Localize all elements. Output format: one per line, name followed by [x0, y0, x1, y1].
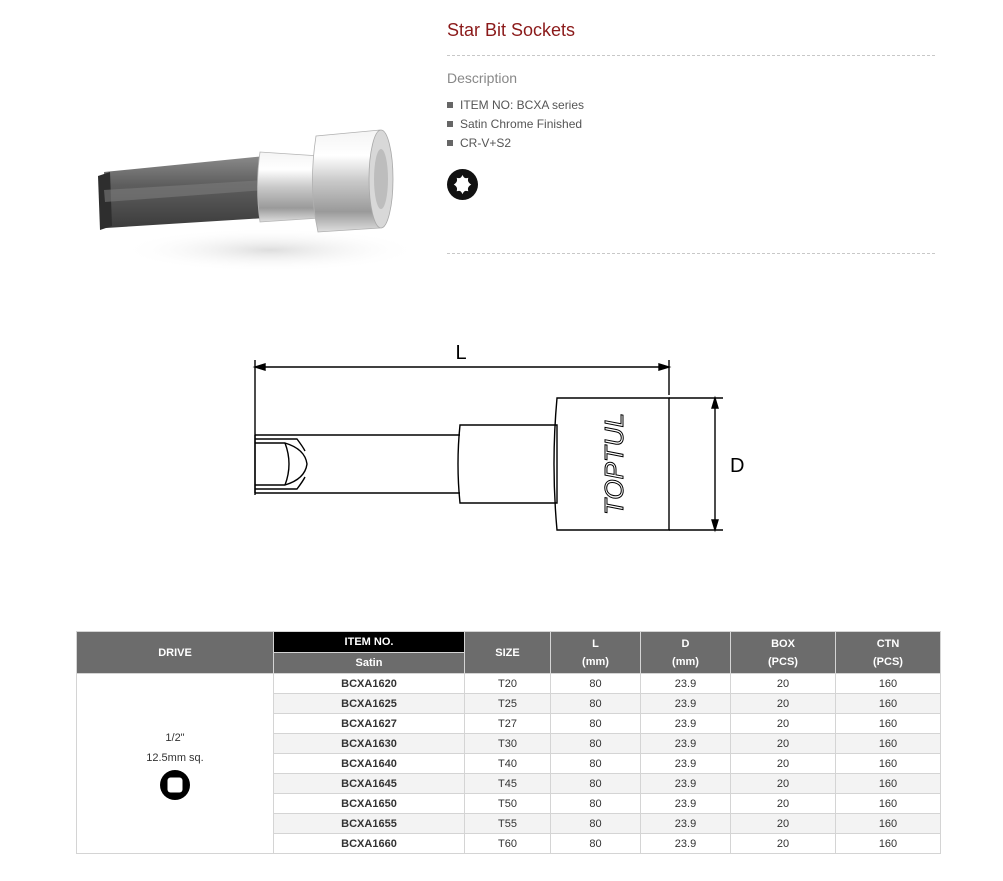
- item-number: BCXA1655: [274, 814, 465, 834]
- header-item-no: ITEM NO.: [274, 632, 465, 653]
- torx-star-icon: [447, 169, 478, 200]
- item-number: BCXA1630: [274, 734, 465, 754]
- header-drive: DRIVE: [77, 632, 274, 674]
- item-number: BCXA1660: [274, 834, 465, 854]
- diameter-value: 23.9: [641, 774, 731, 794]
- description-heading: Description: [447, 70, 518, 86]
- dimension-label-d: D: [730, 455, 745, 477]
- ctn-value: 160: [836, 834, 941, 854]
- length-value: 80: [551, 794, 641, 814]
- diameter-value: 23.9: [641, 754, 731, 774]
- box-value: 20: [731, 714, 836, 734]
- ctn-value: 160: [836, 734, 941, 754]
- size-value: T27: [465, 714, 551, 734]
- diameter-value: 23.9: [641, 674, 731, 694]
- ctn-value: 160: [836, 774, 941, 794]
- box-value: 20: [731, 794, 836, 814]
- ctn-value: 160: [836, 714, 941, 734]
- header-d: D (mm): [641, 632, 731, 674]
- bullet-square-icon: [447, 121, 453, 127]
- dimension-diagram: [245, 335, 765, 545]
- brand-logo: TOPTUL: [599, 412, 629, 516]
- size-value: T45: [465, 774, 551, 794]
- size-value: T55: [465, 814, 551, 834]
- length-value: 80: [551, 714, 641, 734]
- drive-size: 1/2": [165, 731, 185, 744]
- bullet-square-icon: [447, 140, 453, 146]
- ctn-value: 160: [836, 814, 941, 834]
- length-value: 80: [551, 734, 641, 754]
- diameter-value: 23.9: [641, 834, 731, 854]
- header-satin: Satin: [274, 653, 465, 674]
- box-value: 20: [731, 814, 836, 834]
- box-value: 20: [731, 674, 836, 694]
- header-box: BOX (PCS): [731, 632, 836, 674]
- size-value: T60: [465, 834, 551, 854]
- header-size: SIZE: [465, 632, 551, 674]
- ctn-value: 160: [836, 694, 941, 714]
- square-drive-icon: [160, 770, 190, 800]
- box-value: 20: [731, 734, 836, 754]
- header-l: L (mm): [551, 632, 641, 674]
- diameter-value: 23.9: [641, 734, 731, 754]
- feature-list: [447, 97, 584, 154]
- item-number: BCXA1627: [274, 714, 465, 734]
- spec-table: [76, 631, 941, 854]
- diameter-value: 23.9: [641, 714, 731, 734]
- feature-item: CR-V+S2: [447, 135, 584, 154]
- box-value: 20: [731, 694, 836, 714]
- table-row: [77, 674, 941, 694]
- divider: [447, 55, 935, 56]
- diameter-value: 23.9: [641, 694, 731, 714]
- box-value: 20: [731, 834, 836, 854]
- ctn-value: 160: [836, 674, 941, 694]
- diameter-value: 23.9: [641, 794, 731, 814]
- drive-square-size: 12.5mm sq.: [146, 751, 204, 764]
- item-number: BCXA1645: [274, 774, 465, 794]
- feature-item: ITEM NO: BCXA series: [447, 97, 584, 116]
- size-value: T25: [465, 694, 551, 714]
- item-number: BCXA1650: [274, 794, 465, 814]
- length-value: 80: [551, 694, 641, 714]
- length-value: 80: [551, 774, 641, 794]
- box-value: 20: [731, 774, 836, 794]
- feature-item: Satin Chrome Finished: [447, 116, 584, 135]
- item-number: BCXA1640: [274, 754, 465, 774]
- product-title: Star Bit Sockets: [447, 20, 576, 40]
- product-photo: [80, 90, 420, 310]
- box-value: 20: [731, 754, 836, 774]
- ctn-value: 160: [836, 754, 941, 774]
- header-ctn: CTN (PCS): [836, 632, 941, 674]
- size-value: T30: [465, 734, 551, 754]
- size-value: T20: [465, 674, 551, 694]
- diameter-value: 23.9: [641, 814, 731, 834]
- size-value: T40: [465, 754, 551, 774]
- divider: [447, 253, 935, 254]
- bullet-square-icon: [447, 102, 453, 108]
- item-number: BCXA1620: [274, 674, 465, 694]
- dimension-label-l: L: [455, 342, 467, 364]
- size-value: T50: [465, 794, 551, 814]
- drive-cell: [77, 674, 274, 854]
- length-value: 80: [551, 814, 641, 834]
- ctn-value: 160: [836, 794, 941, 814]
- length-value: 80: [551, 674, 641, 694]
- item-number: BCXA1625: [274, 694, 465, 714]
- length-value: 80: [551, 754, 641, 774]
- length-value: 80: [551, 834, 641, 854]
